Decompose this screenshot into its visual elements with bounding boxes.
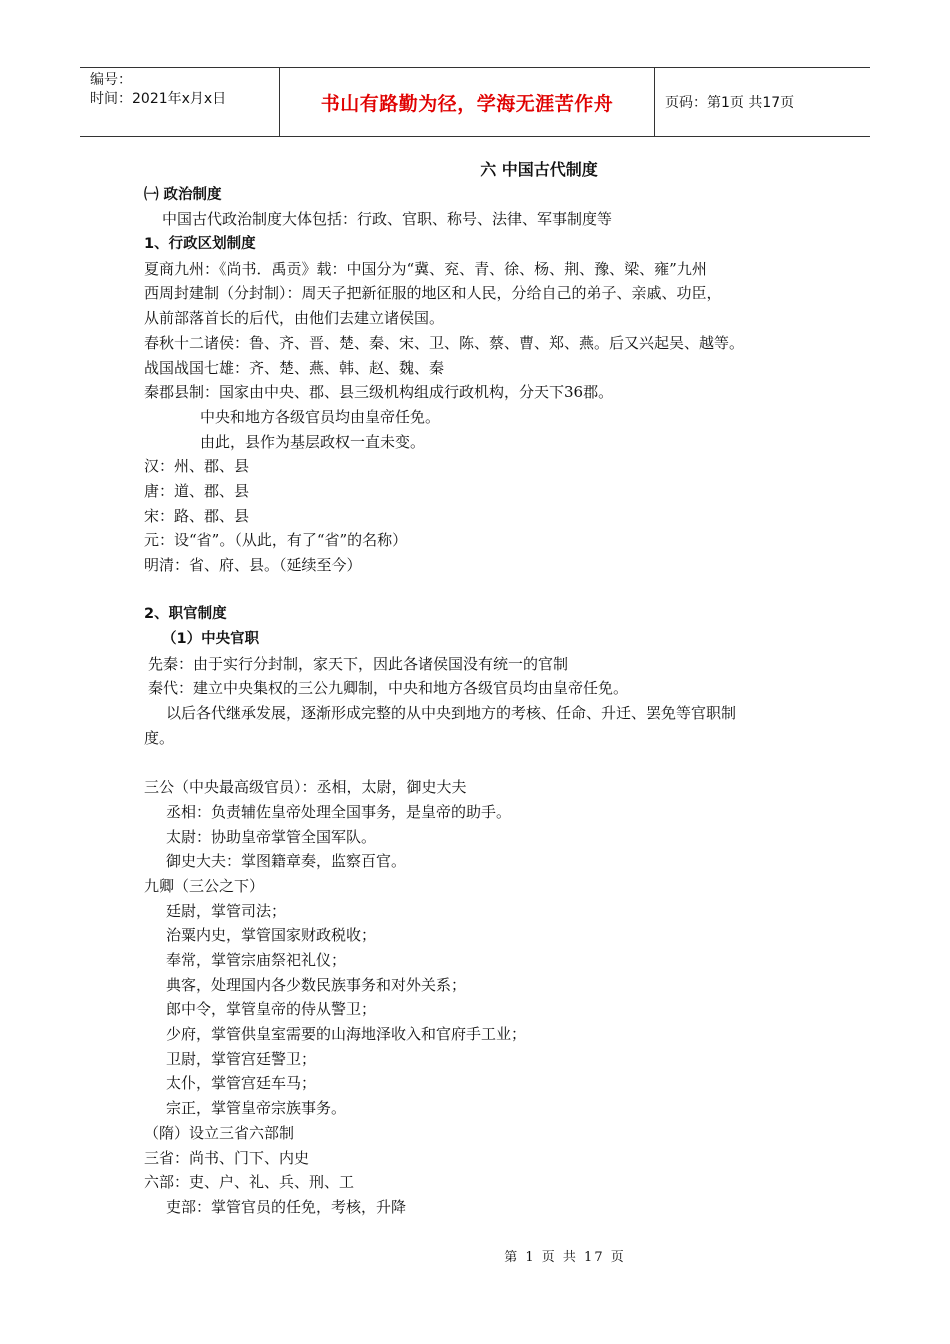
paragraph: 宗正，掌管皇帝宗族事务。 xyxy=(166,1099,347,1118)
paragraph: 秦代：建立中央集权的三公九卿制，中央和地方各级官员均由皇帝任免。 xyxy=(148,679,629,698)
page-title: 六 中国古代制度 xyxy=(480,160,598,179)
document-header xyxy=(80,67,870,137)
paragraph: 三省：尚书、门下、内史 xyxy=(144,1148,310,1167)
header-meta xyxy=(80,68,280,136)
paragraph: 西周封建制（分封制）：周天子把新征服的地区和人民，分给自己的弟子、亲戚、功臣， xyxy=(144,284,722,303)
subsection-heading: 2、职官制度 xyxy=(144,606,227,623)
paragraph: 太仆，掌管宫廷车马； xyxy=(166,1074,317,1093)
document-body xyxy=(144,158,824,1220)
paragraph: 春秋十二诸侯：鲁、齐、晋、楚、秦、宋、卫、陈、蔡、曹、郑、燕。后又兴起吴、越等。 xyxy=(144,333,745,352)
paragraph: 由此，县作为基层政权一直未变。 xyxy=(200,432,426,451)
paragraph: 九卿（三公之下） xyxy=(144,876,265,895)
paragraph: 秦郡县制：国家由中央、郡、县三级机构组成行政机构，分天下36郡。 xyxy=(144,383,614,402)
paragraph: 御史大夫：掌图籍章奏，监察百官。 xyxy=(166,852,407,871)
paragraph: 战国战国七雄：齐、楚、燕、韩、赵、魏、秦 xyxy=(144,358,445,377)
paragraph: 先秦：由于实行分封制，家天下，因此各诸侯国没有统一的官制 xyxy=(148,654,569,673)
paragraph: 六部：吏、户、礼、兵、刑、工 xyxy=(144,1173,355,1192)
paragraph: 以后各代继承发展，逐渐形成完整的从中央到地方的考核、任命、升迁、罢免等官职制 xyxy=(166,704,737,723)
paragraph: 太尉：协助皇帝掌管全国军队。 xyxy=(166,827,377,846)
paragraph: 丞相：负责辅佐皇帝处理全国事务，是皇帝的助手。 xyxy=(166,802,512,821)
header-page-label: 页码：第1页 共17页 xyxy=(665,95,795,111)
paragraph: 治粟内史，掌管国家财政税收； xyxy=(166,926,377,945)
paragraph: 奉常，掌管宗庙祭祀礼仪； xyxy=(166,951,347,969)
paragraph: 卫尉，掌管宫廷警卫； xyxy=(166,1049,317,1068)
paragraph: 郎中令，掌管皇帝的侍从警卫； xyxy=(166,1000,377,1019)
paragraph: 明清：省、府、县。（延续至今） xyxy=(144,556,362,574)
paragraph: 中央和地方各级官员均由皇帝任免。 xyxy=(200,407,441,426)
paragraph: （隋）设立三省六部制 xyxy=(144,1123,295,1142)
paragraph: 汉：州、郡、县 xyxy=(144,457,250,476)
subsection-heading: 1、行政区划制度 xyxy=(144,236,256,253)
blank-line xyxy=(144,578,824,603)
paragraph: 宋：路、郡、县 xyxy=(144,506,250,525)
paragraph: 元：设“省”。（从此，有了“省”的名称） xyxy=(144,531,408,550)
paragraph: 中国古代政治制度大体包括：行政、官职、称号、法律、军事制度等 xyxy=(162,210,613,229)
paragraph: 吏部：掌管官员的任免，考核，升降 xyxy=(166,1197,407,1216)
date-label: 时间：2021年x月x日 xyxy=(90,91,227,107)
paragraph: 夏商九州：《尚书．禹贡》载：中国分为“冀、兖、青、徐、杨、荆、豫、梁、雍”九州 xyxy=(144,259,707,278)
blank-line xyxy=(144,751,824,776)
paragraph: 廷尉，掌管司法； xyxy=(166,901,287,920)
paragraph: 唐：道、郡、县 xyxy=(144,481,250,500)
page-footer: 第 1 页 共 17 页 xyxy=(504,1250,626,1265)
code-label: 编号： xyxy=(90,72,132,88)
paragraph: 典客，处理国内各少数民族事务和对外关系； xyxy=(166,975,467,994)
paragraph: 三公（中央最高级官员）：丞相，太尉，御史大夫 xyxy=(144,778,467,797)
section-heading: ㈠ 政治制度 xyxy=(144,186,222,203)
paragraph: 度。 xyxy=(144,728,175,747)
paragraph: 少府，掌管供皇室需要的山海地泽收入和官府手工业； xyxy=(166,1025,527,1044)
subsection-heading: （1）中央官职 xyxy=(162,631,260,648)
paragraph: 从前部落首长的后代，由他们去建立诸侯国。 xyxy=(144,309,445,328)
header-motto: 书山有路勤为径，学海无涯苦作舟 xyxy=(280,68,655,136)
